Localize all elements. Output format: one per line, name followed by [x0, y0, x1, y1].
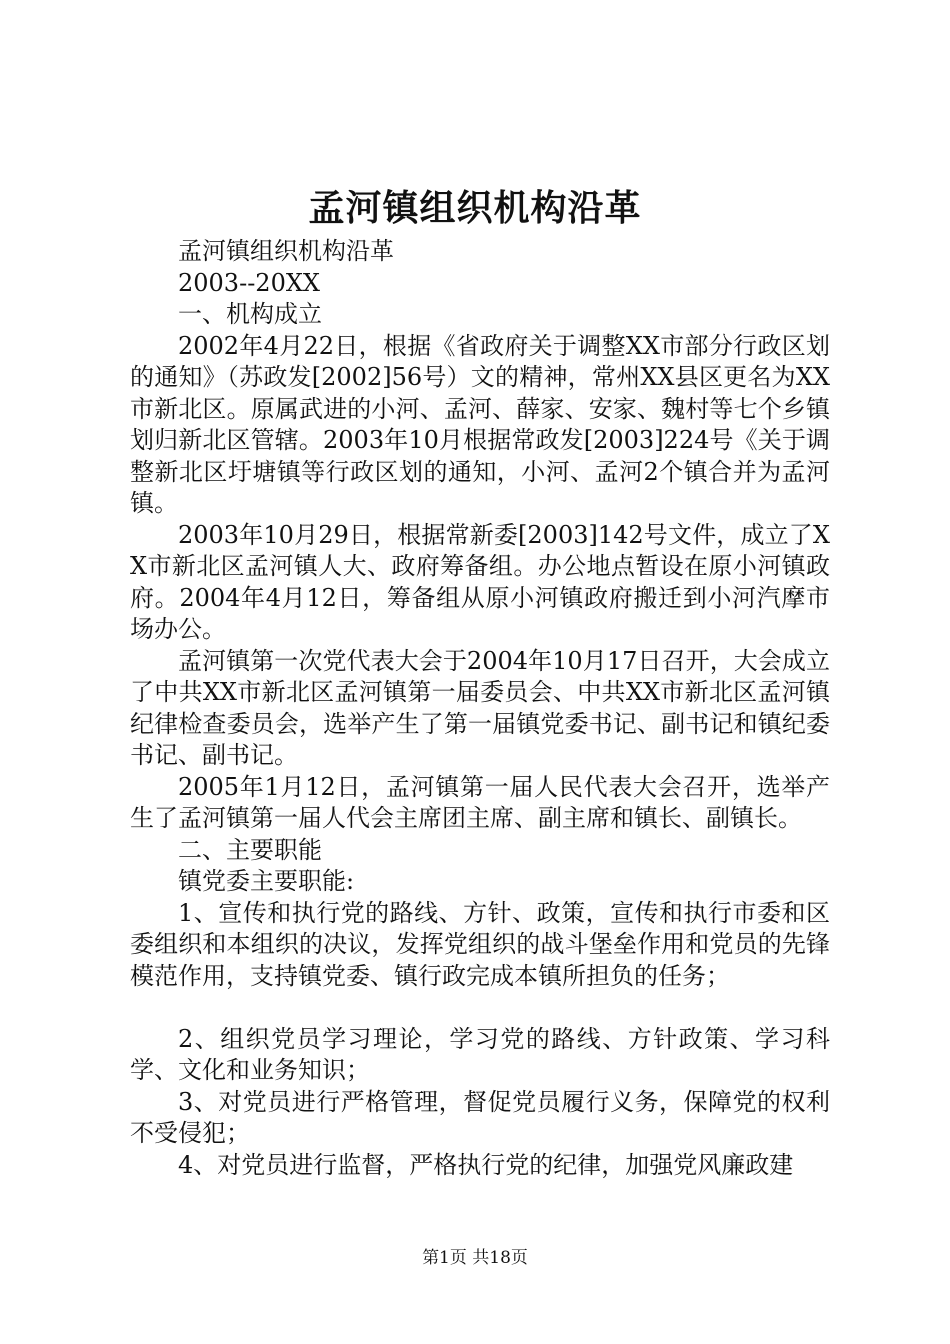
- page-number-footer: 第1页 共18页: [422, 1248, 528, 1268]
- section-heading-establishment: 一、机构成立: [178, 300, 322, 328]
- list-item: 1、宣传和执行党的路线、方针、政策，宣传和执行市委和区委组织和本组织的决议，发挥党组织的战斗堡垒作用和党员的先锋模范作用，支持镇党委、镇行政完成本镇所担负的任务；: [130, 898, 830, 990]
- document-title: 孟河镇组织机构沿革: [308, 187, 642, 229]
- paragraph: 2003年10月29日，根据常新委[2003]142号文件，成立了XX市新北区孟河镇人大、政府筹备组。办公地点暂设在原小河镇政府。2004年4月12日，筹备组从原小河镇政府搬迁到小河汽摩市场办公。: [130, 520, 830, 643]
- paragraph-period: 2003--20XX: [178, 268, 321, 297]
- paragraph: 2005年1月12日，孟河镇第一届人民代表大会召开，选举产生了孟河镇第一届人代会主席团主席、副主席和镇长、副镇长。: [130, 772, 830, 832]
- section-heading-functions: 二、主要职能: [178, 835, 322, 864]
- list-item: 3、对党员进行严格管理，督促党员履行义务，保障党的权利不受侵犯；: [130, 1087, 830, 1147]
- paragraph-subtitle: 孟河镇组织机构沿革: [178, 237, 394, 265]
- paragraph: 2002年4月22日，根据《省政府关于调整XX市部分行政区划的通知》（苏政发[2002]56号）文的精神，常州XX县区更名为XX市新北区。原属武进的小河、孟河、薛家、安家、魏村等七个乡镇划归新北区管辖。2003年10月根据常政发[2003]224号《关于调整新北区圩塘镇等行政区划的通知，小河、孟河2个镇合并为孟河镇。: [130, 331, 830, 517]
- document-body: [130, 236, 830, 1181]
- paragraph: 孟河镇第一次党代表大会于2004年10月17日召开，大会成立了中共XX市新北区孟河镇第一届委员会、中共XX市新北区孟河镇纪律检查委员会，选举产生了第一届镇党委书记、副书记和镇纪委书记、副书记。: [130, 646, 830, 769]
- list-item: 2、组织党员学习理论，学习党的路线、方针政策、学习科学、文化和业务知识；: [130, 1024, 830, 1084]
- list-item: 4、对党员进行监督，严格执行党的纪律，加强党风廉政建: [178, 1150, 794, 1179]
- paragraph-functions-intro: 镇党委主要职能:: [178, 867, 355, 895]
